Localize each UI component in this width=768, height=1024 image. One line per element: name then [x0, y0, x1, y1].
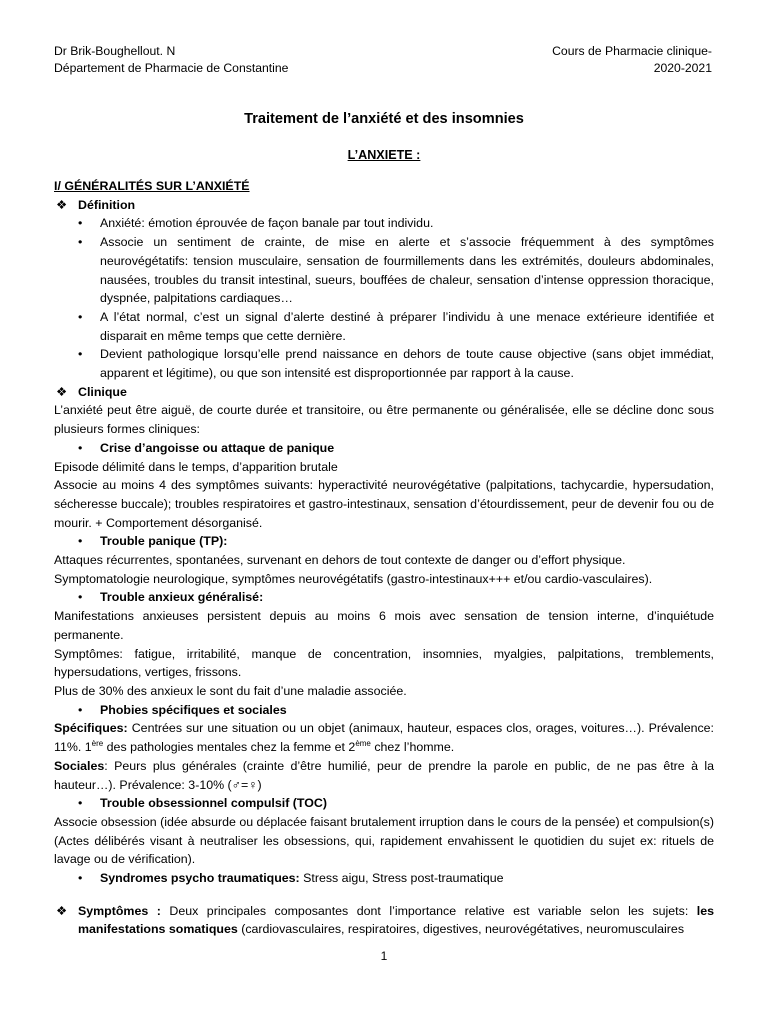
- clinique-intro: L’anxiété peut être aiguë, de courte durée et transitoire, ou être permanente ou généralisée, elle se décline donc sous plusieurs formes cliniques:: [54, 403, 714, 437]
- sociales-text: : Peurs plus générales (crainte d’être humilié, peur de prendre la parole en public, de ne pas être à la hauteur…). Prévalence: 3-10% (♂=♀): [54, 758, 714, 792]
- tp-heading: [54, 532, 714, 551]
- diamond-bullet-icon: ❖: [56, 197, 68, 212]
- bullet-icon: •: [78, 702, 83, 717]
- specifiques-text-a: Centrées sur une situation ou un objet (animaux, hauteur, espaces clos, orages, voitures…). Prévalence: 11%. 1: [54, 721, 714, 755]
- toc-heading-text: Trouble obsessionnel compulsif (TOC): [100, 796, 327, 811]
- symptomes-bold-text: les manifestations somatiques: [78, 903, 714, 937]
- document-body: [54, 177, 714, 939]
- author-name: Dr Brik-Boughellout. N: [54, 44, 176, 58]
- spt-heading-text: Syndromes psycho traumatiques:: [100, 871, 300, 886]
- specifiques-text-b: des pathologies mentales chez la femme et 2: [103, 740, 356, 755]
- bullet-icon: •: [78, 590, 83, 605]
- crise-paragraph-2: Associe au moins 4 des symptômes suivants: hyperactivité neurovégétative (palpitations, tachycardie, hypersudation, sécheresse buccale); troubles respiratoires et gastro-intestinaux, sensation d’étourdissement, peur de devenir fou ou de mourir. + Comportement désorganisé.: [54, 478, 714, 530]
- academic-year: 2020-2021: [653, 61, 712, 75]
- phobie-heading-text: Phobies spécifiques et sociales: [100, 702, 287, 717]
- clinique-heading-label: Clinique: [78, 384, 127, 399]
- phobie-specifiques-paragraph: [54, 719, 714, 756]
- spt-heading: [54, 869, 714, 888]
- list-item-text: Associe un sentiment de crainte, de mise en alerte et s’associe fréquemment à des symptômes neurovégétatifs: tension musculaire, sensation de fourmillements dans les extrémités, douleurs abdominales, nausées, troubles du transit intestinal, sueurs, bouffées de chaleur, sensation d’intense oppression thoracique, dyspnée, palpitations cardiaques…: [100, 235, 714, 306]
- definition-heading-label: Définition: [78, 197, 136, 212]
- tp-heading-text: Trouble panique (TP):: [100, 534, 228, 549]
- specifiques-label: Spécifiques:: [54, 721, 128, 736]
- tp-paragraph-2: Symptomatologie neurologique, symptômes neurovégétatifs (gastro-intestinaux+++ et/ou cardio-vasculaires).: [54, 571, 653, 586]
- specifiques-text-c: chez l’homme.: [370, 740, 455, 755]
- list-item: [54, 233, 714, 308]
- symptomes-paragraph: [54, 902, 714, 939]
- phobie-heading: [54, 701, 714, 720]
- list-item: [54, 308, 714, 345]
- symptomes-text-a: Deux principales composantes dont l’importance relative est variable selon les sujets:: [160, 903, 697, 918]
- symptomes-label: Symptômes :: [78, 903, 161, 918]
- bullet-icon: •: [78, 309, 83, 324]
- header-right: [552, 43, 712, 77]
- crise-heading-list: [54, 439, 714, 458]
- clinique-heading: [54, 383, 714, 402]
- tp-paragraph-1: Attaques récurrentes, spontanées, survenant en dehors de tout contexte de danger ou d’effort physique.: [54, 553, 626, 568]
- tp-heading-list: [54, 532, 714, 551]
- section-heading: I/ GÉNÉRALITÉS SUR L’ANXIÉTÉ: [54, 179, 250, 193]
- spt-heading-list: [54, 869, 714, 888]
- superscript-eme: ème: [355, 738, 371, 748]
- sociales-label: Sociales: [54, 758, 105, 773]
- tag-heading: [54, 588, 714, 607]
- course-name: Cours de Pharmacie clinique-: [552, 44, 712, 58]
- list-item: [54, 214, 714, 233]
- bullet-icon: •: [78, 235, 83, 250]
- tag-paragraph-1: Manifestations anxieuses persistent depuis au moins 6 mois avec sensation de tension interne, d’inquiétude permanente.: [54, 609, 714, 642]
- superscript-ere: ère: [91, 738, 104, 748]
- document-title: Traitement de l’anxiété et des insomnies: [244, 111, 524, 127]
- document-subtitle: L’ANXIETE :: [347, 148, 421, 162]
- bullet-icon: •: [78, 347, 83, 362]
- diamond-bullet-icon: ❖: [56, 903, 68, 918]
- phobie-sociales-paragraph: [54, 757, 714, 794]
- bullet-icon: •: [78, 796, 83, 811]
- toc-paragraph: Associe obsession (idée absurde ou déplacée faisant brutalement irruption dans le cours de la pensée) et compulsion(s) (Actes délibérés visant à neutraliser les obsessions, qui, rapidement envahissent le quotidien du sujet ex: rituels de lavage ou de vérification).: [54, 814, 714, 867]
- toc-heading-list: [54, 794, 714, 813]
- list-item: [54, 345, 714, 382]
- list-item-text: A l’état normal, c’est un signal d’alerte destiné à préparer l’individu à une menace extérieure identifiée et disparait en même temps que cette dernière.: [100, 309, 714, 343]
- spt-text: Stress aigu, Stress post-traumatique: [299, 871, 504, 886]
- definition-list: [54, 214, 714, 382]
- tag-paragraph-3: Plus de 30% des anxieux le sont du fait d’une maladie associée.: [54, 683, 407, 698]
- crise-paragraph-1: Episode délimité dans le temps, d’apparition brutale: [54, 459, 338, 474]
- department-name: Département de Pharmacie de Constantine: [54, 61, 289, 75]
- tag-heading-text: Trouble anxieux généralisé:: [100, 590, 264, 605]
- definition-heading: [54, 196, 714, 215]
- spacer: [54, 888, 714, 902]
- crise-heading: [54, 439, 714, 458]
- diamond-bullet-icon: ❖: [56, 384, 68, 399]
- page-number: 1: [380, 949, 388, 963]
- crise-heading-text: Crise d’angoisse ou attaque de panique: [100, 440, 335, 455]
- list-item-text: Devient pathologique lorsqu’elle prend naissance en dehors de toute cause objective (sans objet immédiat, apparent et légitime), ou que son intensité est disproportionnée par rapport à la cause.: [100, 347, 714, 381]
- bullet-icon: •: [78, 534, 83, 549]
- tag-paragraph-2: Symptômes: fatigue, irritabilité, manque de concentration, insomnies, myalgies, palpitations, tremblements, hypersudations, vertiges, frissons.: [54, 646, 714, 680]
- list-item-text: Anxiété: émotion éprouvée de façon banale par tout individu.: [100, 216, 434, 231]
- phobie-heading-list: [54, 701, 714, 720]
- bullet-icon: •: [78, 216, 83, 231]
- tag-heading-list: [54, 588, 714, 607]
- header-left: [54, 43, 288, 77]
- bullet-icon: •: [78, 871, 83, 886]
- bullet-icon: •: [78, 440, 83, 455]
- toc-heading: [54, 794, 714, 813]
- symptomes-text-c: (cardiovasculaires, respiratoires, digestives, neurovégétatives, neuromusculaires: [237, 922, 685, 937]
